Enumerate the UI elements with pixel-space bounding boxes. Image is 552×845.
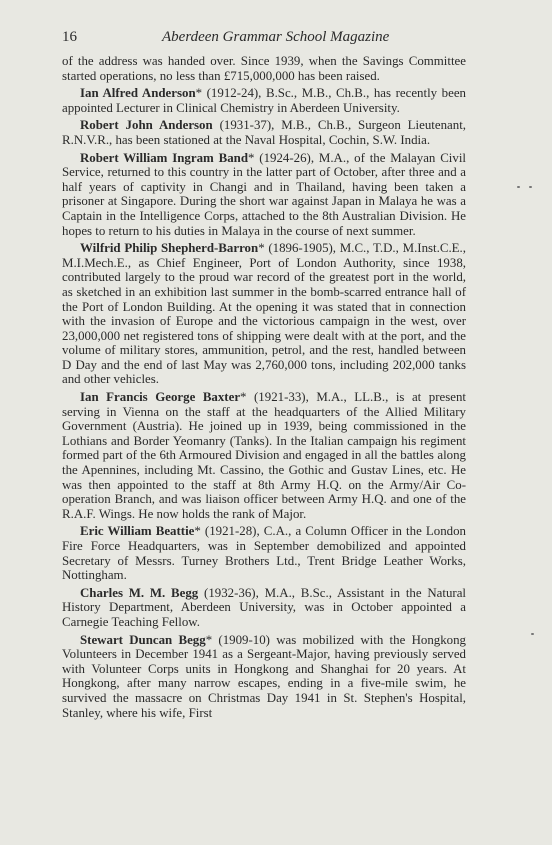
paragraph-text: of the address was handed over. Since 1939, when the Savings Committee started operations, no less than £715,000,000 has been raised. (62, 54, 466, 83)
paragraph-text: (1932-36), M.A., B.Sc., Assistant in the Natural History Department, Aberdeen University, was in October appointed a Carnegie Teaching Fellow. (62, 585, 466, 629)
paragraph (62, 633, 466, 721)
person-name: Ian Francis George Baxter (80, 390, 241, 405)
paragraph (62, 86, 466, 115)
paragraph-text: * (1921-33), M.A., LL.B., is at present serving in Vienna on the staff at the headquarters of the Allied Military Government (Austria). He joined up in 1939, being commissioned in the Lothians and Border Yeomanry (Tanks). In the Italian campaign his regiment formed part of the 6th Armoured Division and engaged in all the battles along the Apennines, including Mt. Cassino, the Gothic and Gustav Lines, etc. He was then appointed to the staff at 8th Army H.Q. on the Army/Air Co-operation Branch, and was liaison officer between Army H.Q. and one of the R.A.F. Wings. He now holds the rank of Major. (62, 390, 466, 521)
page-number: 16 (62, 29, 77, 45)
person-name: Ian Alfred Anderson (80, 86, 196, 101)
person-name: Robert John Anderson (80, 118, 213, 133)
person-name: Stewart Duncan Begg (80, 632, 206, 647)
person-name: Charles M. M. Begg (80, 585, 199, 600)
scan-speck (529, 186, 532, 188)
paragraph-text: (1931-37), M.B., Ch.B., Surgeon Lieutenant, R.N.V.R., has been stationed at the Naval Hospital, Cochin, S.W. India. (62, 118, 467, 147)
paragraph-text: * (1909-10) was mobilized with the Hongkong Volunteers in December 1941 as a Sergeant-Major, having previously served with Volunteer Corps units in Hongkong and Shanghai for 20 years. At Hongkong, after many narrow escapes, ending in a five-mile swim, he survived the massacre on Christmas Day 1941 in St. Stephen's Hospital, Stanley, where his wife, First (62, 632, 466, 720)
paragraph (62, 241, 466, 387)
scan-speck (531, 633, 534, 635)
person-name: Wilfrid Philip Shepherd-Barron (80, 241, 259, 256)
paragraph-text: * (1912-24), B.Sc., M.B., Ch.B., has recently been appointed Lecturer in Clinical Chemistry in Aberdeen University. (62, 86, 467, 115)
paragraph-text: * (1896-1905), M.C., T.D., M.Inst.C.E., M.I.Mech.E., as Chief Engineer, Port of London Authority, since 1938, contributed largely to the proud war record of the greatest port in the world, as sketched in an exhibition last summer in the bomb-scarred entrance hall of the Port of London Building. At the opening it was stated that in connection with the invasion of Europe and the victorious campaign in the west, over 23,000,000 net registered tons of shipping were dealt with at the port, and the volume of military stores, ammunition, petrol, and the rest, handled between D Day and the end of last May was 2,760,000 tons, including 202,000 tanks and other vehicles. (62, 241, 466, 387)
paragraph (62, 118, 466, 147)
paragraph (62, 390, 466, 521)
paragraph (62, 586, 466, 630)
person-name: Robert William Ingram Band (80, 150, 248, 165)
paragraph (62, 524, 466, 582)
paragraph (62, 151, 466, 239)
scan-speck (517, 186, 520, 188)
paragraph-text: * (1924-26), M.A., of the Malayan Civil Service, returned to this country in the latter part of October, after three and a half years of captivity in Changi and in Thailand, having been taken a prisoner at Singapore. During the short war against Japan in Malaya he was a Captain in the Intelligence Corps, attached to the 8th Australian Division. He hopes to return to his duties in Malaya in the course of next summer. (62, 150, 466, 238)
page-header (62, 29, 466, 49)
article-body (62, 54, 466, 723)
paragraph (62, 54, 466, 83)
running-title: Aberdeen Grammar School Magazine (162, 29, 390, 45)
person-name: Eric William Beattie (80, 524, 195, 539)
paragraph-text: * (1921-28), C.A., a Column Officer in the London Fire Force Headquarters, was in September demobilized and appointed Secretary of Messrs. Turney Brothers Ltd., Trent Bridge Leather Works, Nottingham. (62, 524, 466, 583)
